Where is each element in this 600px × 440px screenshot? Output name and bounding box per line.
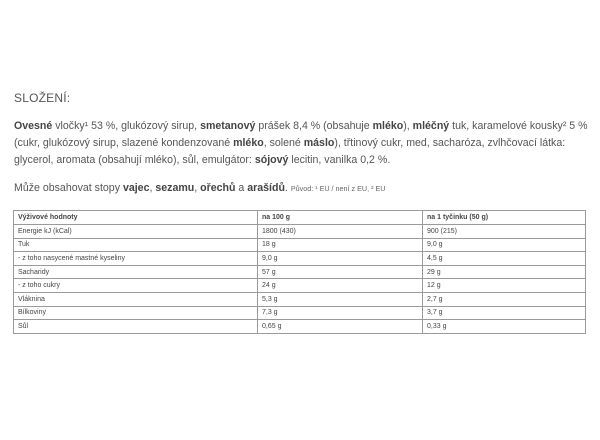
value-per-bar: 3,7 g xyxy=(423,306,586,320)
value-per-bar: 9,0 g xyxy=(423,238,586,252)
text-segment: , xyxy=(149,182,156,194)
nutrient-name: Vláknina xyxy=(14,292,258,306)
bold-segment: ořechů xyxy=(200,182,236,194)
nutrient-name: Sůl xyxy=(14,320,258,334)
nutrition-header-row xyxy=(14,211,586,225)
bold-segment: vajec xyxy=(122,182,150,194)
nutrient-name: Sacharidy xyxy=(14,265,258,279)
bold-segment: sezamu xyxy=(155,182,195,194)
nutrition-row xyxy=(14,265,586,279)
header-per-100g: na 100 g xyxy=(258,211,423,225)
text-segment: prášek 8,4 % (obsahuje xyxy=(255,120,373,132)
ingredients-text xyxy=(14,118,589,169)
nutrition-row xyxy=(14,320,586,334)
value-per-100g: 7,3 g xyxy=(258,306,423,320)
bold-segment: smetanový xyxy=(200,120,256,132)
bold-segment: mléko xyxy=(233,137,264,149)
text-segment: . xyxy=(284,182,291,194)
text-segment: , xyxy=(194,182,201,194)
value-per-100g: 57 g xyxy=(258,265,423,279)
bold-segment: mléko xyxy=(372,120,404,132)
nutrition-row xyxy=(14,225,586,239)
value-per-100g: 0,65 g xyxy=(258,320,423,334)
nutrition-table xyxy=(13,210,586,334)
nutrition-row xyxy=(14,238,586,252)
value-per-100g: 18 g xyxy=(258,238,423,252)
nutrition-row xyxy=(14,252,586,266)
nutrient-name: Bílkoviny xyxy=(14,306,258,320)
value-per-100g: 5,3 g xyxy=(258,292,423,306)
text-segment: tuk, karamelové kousky² 5 % (cukr, glukózový sirup, slazené kondenzované xyxy=(14,120,588,149)
text-segment: Může obsahovat stopy xyxy=(14,182,123,194)
text-segment: ), třtinový cukr, med, sacharóza, zvlhčovací látka: glycerol, aromata (obsahují mléko), sůl, emulgátor: xyxy=(14,137,566,166)
header-nutrient: Výživové hodnoty xyxy=(14,211,258,225)
bold-segment: máslo xyxy=(303,137,335,149)
value-per-100g: 24 g xyxy=(258,279,423,293)
bold-segment: sójový xyxy=(254,154,289,166)
value-per-bar: 0,33 g xyxy=(423,320,586,334)
allergen-notice xyxy=(14,180,589,197)
value-per-bar: 29 g xyxy=(423,265,586,279)
nutrient-name: Energie kJ (kCal) xyxy=(14,225,258,239)
text-segment: Původ: ¹ EU / není z EU, ² EU xyxy=(290,184,386,193)
value-per-100g: 1800 (430) xyxy=(258,225,423,239)
text-segment: a xyxy=(235,182,248,194)
bold-segment: arašídů xyxy=(247,182,285,194)
bold-segment: Ovesné xyxy=(14,120,53,132)
value-per-100g: 9,0 g xyxy=(258,252,423,266)
nutrition-row xyxy=(14,306,586,320)
nutrient-name: Tuk xyxy=(14,238,258,252)
header-per-bar: na 1 tyčinku (50 g) xyxy=(423,211,586,225)
value-per-bar: 4,5 g xyxy=(423,252,586,266)
text-segment: ), xyxy=(403,120,413,132)
nutrient-name: - z toho nasycené mastné kyseliny xyxy=(14,252,258,266)
nutrition-row xyxy=(14,292,586,306)
value-per-bar: 900 (215) xyxy=(423,225,586,239)
text-segment: lecitin, vanilka 0,2 %. xyxy=(288,154,391,166)
nutrient-name: - z toho cukry xyxy=(14,279,258,293)
nutrition-row xyxy=(14,279,586,293)
text-segment: vločky¹ 53 %, glukózový sirup, xyxy=(52,120,201,132)
ingredients-heading: SLOŽENÍ: xyxy=(14,91,71,105)
value-per-bar: 2,7 g xyxy=(423,292,586,306)
text-segment: , solené xyxy=(263,137,304,149)
value-per-bar: 12 g xyxy=(423,279,586,293)
bold-segment: mléčný xyxy=(412,120,450,132)
